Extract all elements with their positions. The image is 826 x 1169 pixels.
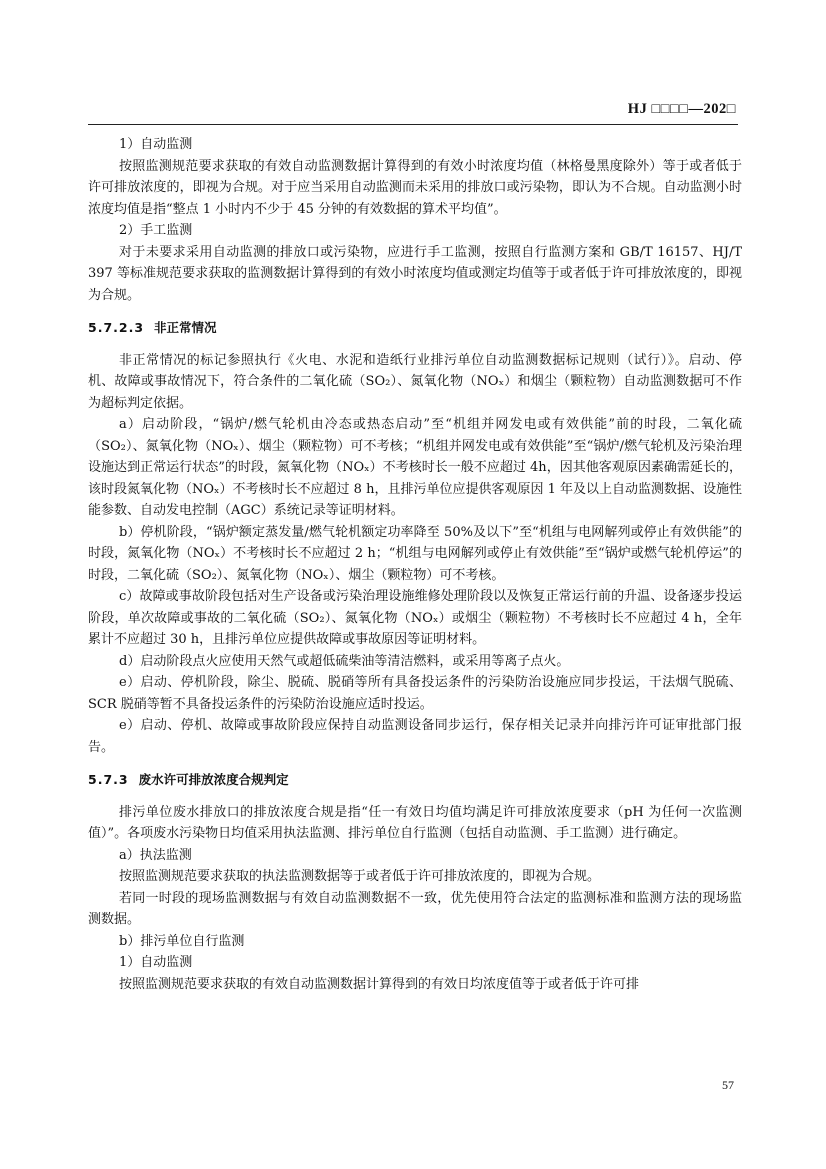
paragraph: c）故障或事故阶段包括对生产设备或污染治理设施维修处理阶段以及恢复正常运行前的升温、设备逐步投运阶段，单次故障或事故的二氧化硫（SO₂）、氮氧化物（NOₓ）或烟尘（颗粒物）不考核时长不应超过 4 h，全年累计不应超过 30 h，且排污单位应提供故障或事故原因等证明材料。 xyxy=(88,589,742,647)
paragraph: 按照监测规范要求获取的有效自动监测数据计算得到的有效小时浓度均值（林格曼黑度除外）等于或者低于许可排放浓度的，即视为合规。对于应当采用自动监测而未采用的排放口或污染物，即认为不合规。自动监测小时浓度均值是指“整点 1 小时内不少于 45 分钟的有效数据的算术平均值”。 xyxy=(88,158,742,217)
paragraph: 按照监测规范要求获取的有效自动监测数据计算得到的有效日均浓度值等于或者低于许可排 xyxy=(119,976,640,992)
paragraph: 按照监测规范要求获取的执法监测数据等于或者低于许可排放浓度的，即视为合规。 xyxy=(119,869,601,884)
paragraph: b）排污单位自行监测 xyxy=(119,933,245,949)
paragraph: d）启动阶段点火应使用天然气或超低硫柴油等清洁燃料，或采用等离子点火。 xyxy=(119,653,570,669)
paragraph: e）启动、停机、故障或事故阶段应保持自动监测设备同步运行，保存相关记录并向排污许可证审批部门报告。 xyxy=(88,718,742,755)
paragraph: b）停机阶段，“锅炉额定蒸发量/燃气轮机额定功率降至 50%及以下”至“机组与电网解列或停止有效供能”的时段，氮氧化物（NOₓ）不考核时长不应超过 2 h；“机组与电网解列或停止有效供能”至“锅炉或燃气轮机停运”的时段，二氧化硫（SO₂）、氮氧化物（NOₓ）、烟尘（颗粒物）可不考核。 xyxy=(88,524,742,583)
section-heading xyxy=(88,317,742,339)
page-number: 57 xyxy=(722,1078,734,1092)
paragraph: 非正常情况的标记参照执行《火电、水泥和造纸行业排污单位自动监测数据标记规则（试行）》。启动、停机、故障或事故情况下，符合条件的二氧化硫（SO₂）、氮氧化物（NOₓ）和烟尘（颗粒物）自动监测数据可不作为超标判定依据。 xyxy=(88,352,742,411)
section-number: 5.7.2.3 xyxy=(88,320,145,335)
paragraph: 2）手工监测 xyxy=(119,223,193,238)
paragraph: a）启动阶段，“锅炉/燃气轮机由冷态或热态启动”至“机组并网发电或有效供能”前的时段，二氧化硫（SO₂）、氮氧化物（NOₓ）、烟尘（颗粒物）可不考核；“机组并网发电或有效供能”至“锅炉/燃气轮机及污染治理设施达到正常运行状态”的时段，氮氧化物（NOₓ）不考核时长一般不应超过 4h，因其他客观原因素确需延长的，该时段氮氧化物（NOₓ）不考核时长不应超过 8 h，且排污单位应提供客观原因 1 年及以上自动监测数据、设施性能参数、自动发电控制（AGC）系统记录等证明材料。 xyxy=(88,417,742,518)
paragraph: 若同一时段的现场监测数据与有效自动监测数据不一致，优先使用符合法定的监测标准和监测方法的现场监测数据。 xyxy=(88,890,742,927)
standard-code-header: HJ □□□□—202□ xyxy=(627,101,736,117)
paragraph: 排污单位废水排放口的排放浓度合规是指“任一有效日均值均满足许可排放浓度要求（pH 为任何一次监测值）”。各项废水污染物日均值采用执法监测、排污单位自行监测（包括自动监测、手工监测）进行确定。 xyxy=(88,804,742,841)
section-heading xyxy=(88,769,742,791)
paragraph: e）启动、停机阶段，除尘、脱硫、脱硝等所有具备投运条件的污染防治设施应同步投运，干法烟气脱硫、SCR 脱硝等暂不具备投运条件的污染防治设施应适时投运。 xyxy=(88,675,742,712)
section-title: 废水许可排放浓度合规判定 xyxy=(138,772,289,787)
paragraph: a）执法监测 xyxy=(119,847,192,863)
section-number: 5.7.3 xyxy=(88,772,129,787)
document-body xyxy=(88,134,742,995)
section-title: 非正常情况 xyxy=(154,320,217,335)
paragraph: 1）自动监测 xyxy=(119,955,193,970)
paragraph: 1）自动监测 xyxy=(119,137,193,152)
paragraph: 对于未要求采用自动监测的排放口或污染物，应进行手工监测，按照自行监测方案和 GB/T 16157、HJ/T 397 等标准规范要求获取的监测数据计算得到的有效小时浓度均值或测定均值等于或者低于许可排放浓度的，即视为合规。 xyxy=(88,244,742,303)
header-divider xyxy=(88,124,738,125)
